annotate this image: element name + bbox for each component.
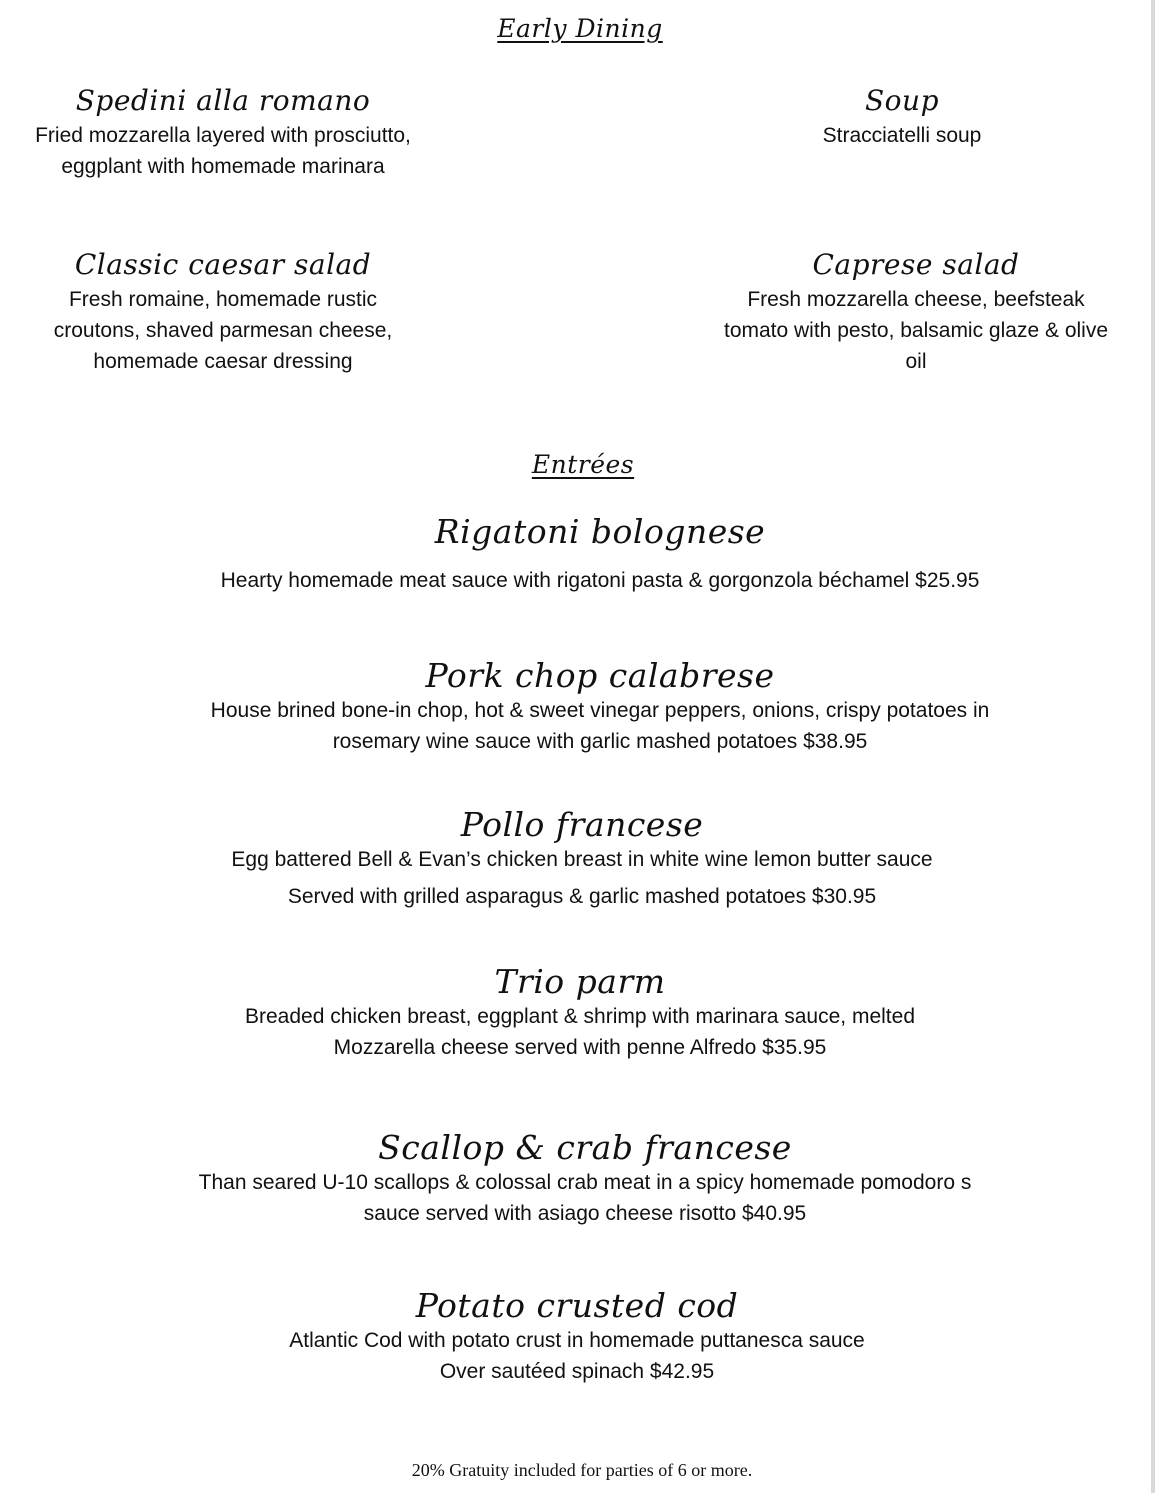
entree-pollo-francese (82, 805, 1082, 912)
appetizer-desc-line: homemade caesar dressing (93, 350, 353, 373)
appetizer-desc-line: croutons, shaved parmesan cheese, (53, 319, 393, 342)
appetizer-name: Caprese salad (812, 248, 1020, 281)
entree-desc-line: House brined bone-in chop, hot & sweet vinegar peppers, onions, crispy potatoes in (210, 699, 990, 722)
appetizer-caesar-salad (0, 248, 446, 377)
entree-name: Trio parm (494, 962, 666, 1001)
entree-desc-line: sauce served with asiago cheese risotto $40.95 (363, 1202, 807, 1225)
entree-trio-parm (80, 962, 1080, 1063)
entree-rigatoni-bolognese (100, 512, 1100, 596)
entree-desc-line: Egg battered Bell & Evan’s chicken breast in white wine lemon butter sauce (231, 848, 933, 871)
appetizer-name: Spedini alla romano (75, 84, 371, 117)
page-edge-shadow (1151, 0, 1155, 1493)
entree-pork-chop-calabrese (100, 656, 1100, 757)
appetizer-desc-line: Fresh mozzarella cheese, beefsteak (747, 288, 1085, 311)
entree-desc-line: Breaded chicken breast, eggplant & shrimp with marinara sauce, melted (244, 1005, 915, 1028)
entree-desc-line: Atlantic Cod with potato crust in homemade puttanesca sauce (289, 1329, 865, 1352)
appetizer-caprese-salad (690, 248, 1142, 377)
entree-name: Rigatoni bolognese (434, 512, 766, 551)
entree-desc-line: Hearty homemade meat sauce with rigatoni pasta & gorgonzola béchamel $25.95 (220, 569, 980, 592)
appetizer-desc-line: eggplant with homemade marinara (61, 155, 385, 178)
entree-desc-line: Mozzarella cheese served with penne Alfredo $35.95 (333, 1036, 827, 1059)
appetizer-desc-line: Fried mozzarella layered with prosciutto, (35, 124, 411, 147)
entree-potato-crusted-cod (77, 1286, 1077, 1387)
entree-name: Potato crusted cod (415, 1286, 739, 1325)
entree-name: Scallop & crab francese (378, 1128, 792, 1167)
entree-desc-line: Than seared U-10 scallops & colossal crab meat in a spicy homemade pomodoro s (198, 1171, 972, 1194)
entree-name: Pollo francese (460, 805, 704, 844)
appetizer-name: Classic caesar salad (74, 248, 372, 281)
appetizer-desc-line: Fresh romaine, homemade rustic (68, 288, 378, 311)
entree-name: Pork chop calabrese (425, 656, 775, 695)
entree-desc-line: Over sautéed spinach $42.95 (439, 1360, 715, 1383)
entree-scallop-crab-francese (85, 1128, 1085, 1229)
entree-desc-line: rosemary wine sauce with garlic mashed potatoes $38.95 (332, 730, 868, 753)
early-dining-heading: Early Dining (497, 14, 663, 43)
appetizer-desc-line: tomato with pesto, balsamic glaze & olive (723, 319, 1109, 342)
entree-desc-line: Served with grilled asparagus & garlic mashed potatoes $30.95 (287, 885, 877, 908)
appetizer-name: Soup (865, 84, 939, 117)
appetizer-desc-line: Stracciatelli soup (822, 124, 982, 147)
appetizer-desc-line: oil (905, 350, 927, 373)
appetizer-spedini (0, 84, 446, 182)
gratuity-note: 20% Gratuity included for parties of 6 or more. (411, 1460, 753, 1480)
appetizer-soup (702, 84, 1102, 151)
entrees-heading: Entrées (531, 450, 635, 479)
